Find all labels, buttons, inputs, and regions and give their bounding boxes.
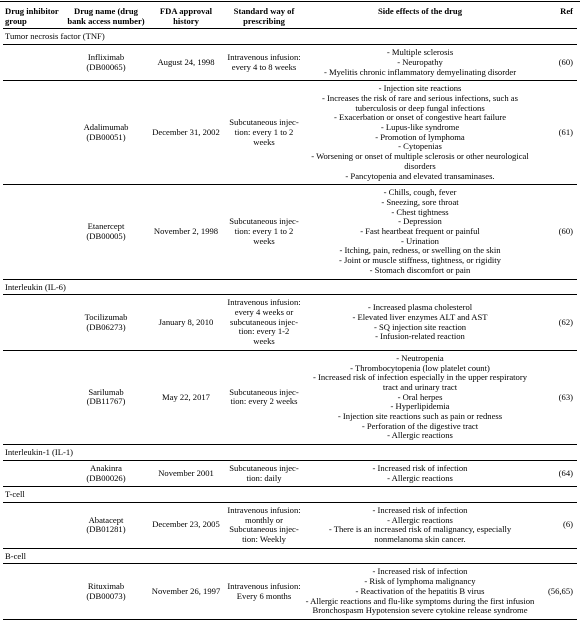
side-effect-item: - Exacerbation or onset of congestive heart failure <box>333 112 507 123</box>
prescribing: Subcutaneous injec-tion: every 1 to 2 weeks <box>225 185 303 279</box>
fda-approval: January 8, 2010 <box>147 295 225 351</box>
fda-approval: November 26, 1997 <box>147 564 225 620</box>
side-effect-item: - Increased risk of infection <box>372 504 468 515</box>
group-title: Interleukin (IL-6) <box>3 279 577 295</box>
drug-name-cell <box>65 295 147 351</box>
side-effect-item: - Injection site reactions <box>378 83 462 94</box>
reference: (56,65) <box>537 564 577 620</box>
side-effect-item: - Urination <box>401 235 439 246</box>
drug-bank-id: (DB00073) <box>86 590 126 601</box>
side-effect-item: - Neuropathy <box>397 56 443 67</box>
group-cell <box>3 350 65 444</box>
side-effect-item: - Injection site reactions such as pain or redness <box>337 411 503 422</box>
reference: (62) <box>537 295 577 351</box>
side-effect-item: - Lupus-like syndrome <box>380 122 460 133</box>
group-row <box>3 445 577 461</box>
side-effect-item: - Fast heartbeat frequent or painful <box>360 226 480 237</box>
side-effect-item: - Increased plasma cholesterol <box>367 302 473 313</box>
fda-approval: May 22, 2017 <box>147 350 225 444</box>
drug-name-cell <box>65 564 147 620</box>
side-effect-item: - There is an increased risk of malignancy, especially nonmelanoma skin cancer. <box>328 524 512 545</box>
drug-bank-id: (DB06273) <box>86 321 126 332</box>
drug-row <box>3 564 577 620</box>
prescribing: Subcutaneous injec-tion: daily <box>225 460 303 486</box>
drug-bank-id: (DB11767) <box>86 396 126 407</box>
side-effect-item: - Chest tightness <box>391 206 449 217</box>
reference: (60) <box>537 185 577 279</box>
group-row <box>3 279 577 295</box>
side-effect-item: - Allergic reactions <box>387 514 453 525</box>
drug-name: Rituximab <box>87 581 125 591</box>
group-cell <box>3 185 65 279</box>
prescribing: Subcutaneous injec-tion: every 1 to 2 weeks <box>225 81 303 185</box>
side-effects-cell <box>303 564 537 620</box>
group-cell <box>3 502 65 548</box>
drug-row <box>3 295 577 351</box>
fda-approval: August 24, 1998 <box>147 45 225 81</box>
side-effects-cell <box>303 350 537 444</box>
side-effect-item: - Risk of lymphoma malignancy <box>364 576 476 587</box>
side-effect-item: - Infusion-related reaction <box>375 331 465 342</box>
side-effect-item: Bronchospasm Hypotension severe cytokine release syndrome <box>312 605 528 616</box>
side-effect-item: - Elevated liver enzymes ALT and AST <box>352 311 488 322</box>
reference: (60) <box>537 45 577 81</box>
group-title: B-cell <box>3 548 577 564</box>
drug-name: Infliximab <box>87 51 125 62</box>
reference: (6) <box>537 502 577 548</box>
side-effect-item: - Cytopenias <box>398 141 442 152</box>
prescribing: Intravenous infusion: every 4 to 8 weeks <box>225 45 303 81</box>
side-effect-item: - Sneezing, sore throat <box>381 196 459 207</box>
drug-name: Adalimumab <box>83 122 129 133</box>
side-effect-item: - Increases the risk of rare and serious infections, such as tuberculosis or deep fungal infections <box>322 92 518 113</box>
side-effect-item: - Neutropenia <box>396 352 444 363</box>
group-cell <box>3 295 65 351</box>
drug-bank-id: (DB01281) <box>86 524 126 535</box>
group-cell <box>3 564 65 620</box>
prescribing: Intravenous infusion: Every 6 months <box>225 564 303 620</box>
group-title: T-cell <box>3 487 577 503</box>
drug-bank-id: (DB00005) <box>86 230 126 241</box>
side-effect-item: - Allergic reactions and flu-like symptoms during the first infusion <box>305 595 535 606</box>
side-effect-item: - Promotion of lymphoma <box>375 131 465 142</box>
top-rule <box>0 1 580 2</box>
fda-approval: November 2001 <box>147 460 225 486</box>
header-side-effects: Side effects of the drug <box>377 6 462 16</box>
side-effect-item: - Thrombocytopenia (low platelet count) <box>350 362 490 373</box>
group-cell <box>3 45 65 81</box>
drug-name-cell <box>65 460 147 486</box>
drug-name: Anakinra <box>90 462 122 473</box>
group-cell <box>3 460 65 486</box>
reference: (61) <box>537 81 577 185</box>
prescribing: Subcutaneous injec-tion: every 2 weeks <box>225 350 303 444</box>
drug-row <box>3 350 577 444</box>
side-effect-item: - Increased risk of infection especially in the upper respiratory tract and urinary tract <box>312 372 528 392</box>
side-effect-item: - Hyperlipidemia <box>390 401 450 412</box>
header-drug-name: Drug name (drug bank access number) <box>67 6 145 26</box>
drug-name-cell <box>65 502 147 548</box>
side-effect-item: - Multiple sclerosis <box>386 47 454 58</box>
side-effects-cell <box>303 45 537 81</box>
side-effect-item: - Allergic reactions <box>387 430 453 441</box>
drug-table <box>3 6 577 620</box>
side-effect-item: - Itching, pain, redness, or swelling on the skin <box>339 245 501 256</box>
side-effect-item: - Allergic reactions <box>387 472 453 483</box>
side-effect-item: - Stomach discomfort or pain <box>369 264 471 275</box>
drug-row <box>3 185 577 279</box>
drug-row <box>3 502 577 548</box>
side-effect-item: - Myelitis chronic inflammatory demyelinating disorder <box>323 66 517 77</box>
side-effects-cell <box>303 502 537 548</box>
drug-name-cell <box>65 45 147 81</box>
side-effects-cell <box>303 460 537 486</box>
drug-name: Etanercept <box>87 221 125 232</box>
side-effect-item: - Worsening or onset of multiple sclerosis or other neurological disorders <box>311 151 529 171</box>
drug-name: Tocilizumab <box>84 311 128 322</box>
fda-approval: December 31, 2002 <box>147 81 225 185</box>
side-effects-cell <box>303 295 537 351</box>
side-effect-item: - Pancytopenia and elevated transaminases. <box>345 170 495 181</box>
group-row <box>3 29 577 45</box>
side-effect-item: - Increased risk of infection <box>372 566 468 577</box>
group-row <box>3 487 577 503</box>
side-effect-item: - Perforation of the digestive tract <box>361 420 479 431</box>
drug-bank-id: (DB00065) <box>86 61 126 72</box>
side-effect-item: - Joint or muscle stiffness, tightness, or rigidity <box>339 255 501 266</box>
drug-name-cell <box>65 185 147 279</box>
drug-row <box>3 45 577 81</box>
drug-name: Abatacept <box>88 514 124 525</box>
drug-row <box>3 81 577 185</box>
header-fda: FDA approval history <box>159 6 213 26</box>
drug-name-cell <box>65 350 147 444</box>
side-effect-item: - Oral herpes <box>397 391 443 402</box>
side-effect-item: - Chills, cough, fever <box>383 187 457 198</box>
group-cell <box>3 81 65 185</box>
table-header-row <box>3 6 577 29</box>
table-body <box>3 29 577 620</box>
group-row <box>3 548 577 564</box>
drug-bank-id: (DB00051) <box>86 131 126 142</box>
side-effect-item: - Depression <box>398 216 442 227</box>
drug-name: Sarilumab <box>88 386 124 397</box>
header-group: Drug inhibitor group <box>5 6 59 26</box>
drug-row <box>3 460 577 486</box>
side-effects-cell <box>303 185 537 279</box>
prescribing: Intravenous infusion: every 4 weeks or subcutaneous injec-tion: every 1-2 weeks <box>225 295 303 351</box>
side-effects-cell <box>303 81 537 185</box>
group-title: Interleukin-1 (IL-1) <box>3 445 577 461</box>
reference: (64) <box>537 460 577 486</box>
reference: (63) <box>537 350 577 444</box>
prescribing: Intravenous infusion: monthly or Subcutaneous injec-tion: Weekly <box>225 502 303 548</box>
group-title: Tumor necrosis factor (TNF) <box>3 29 577 45</box>
header-prescribing: Standard way of prescribing <box>233 6 295 26</box>
fda-approval: November 2, 1998 <box>147 185 225 279</box>
side-effect-item: - Increased risk of infection <box>372 462 468 473</box>
side-effect-item: - SQ injection site reaction <box>373 321 467 332</box>
drug-bank-id: (DB00026) <box>86 472 126 483</box>
drug-name-cell <box>65 81 147 185</box>
fda-approval: December 23, 2005 <box>147 502 225 548</box>
side-effect-item: - Reactivation of the hepatitis B virus <box>355 585 485 596</box>
header-ref: Ref <box>560 6 573 16</box>
